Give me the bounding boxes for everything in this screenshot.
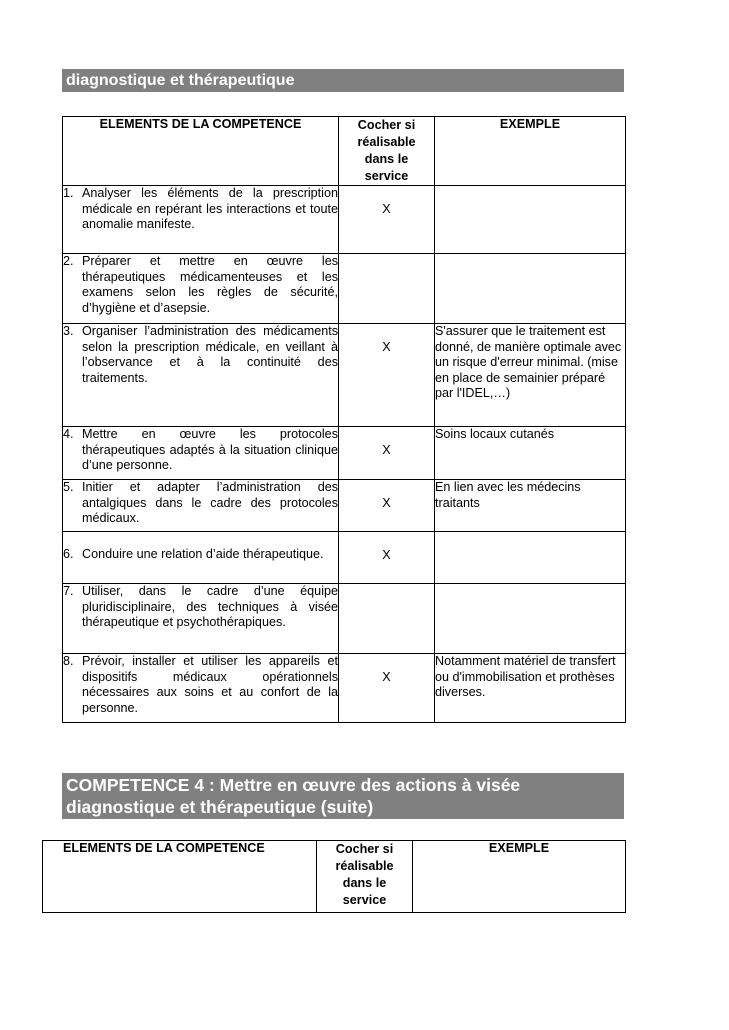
- check-cell: [339, 254, 435, 324]
- item-text: Analyser les éléments de la prescription médicale en repérant les interactions et toute anomalie manifeste.: [82, 186, 338, 232]
- check-mark: X: [382, 202, 391, 216]
- section-banner-line1: COMPETENCE 4 : Mettre en œuvre des actions à visée: [66, 775, 521, 795]
- table-header-row: [43, 841, 626, 913]
- check-mark: X: [382, 443, 391, 457]
- check-mark: X: [382, 548, 391, 562]
- competence-element: [63, 324, 339, 427]
- example-cell: Soins locaux cutanés: [435, 427, 626, 480]
- section-banner-top: [62, 69, 624, 92]
- check-cell: [339, 427, 435, 480]
- item-text: Mettre en œuvre les protocoles thérapeutiques adaptés à la situation clinique d’une personne.: [82, 427, 338, 473]
- example-cell: En lien avec les médecins traitants: [435, 480, 626, 532]
- example-cell: [435, 532, 626, 584]
- competence-element: [63, 186, 339, 254]
- header-example: EXEMPLE: [435, 117, 626, 186]
- section-banner-line2: diagnostique et thérapeutique (suite): [66, 797, 374, 817]
- check-mark: X: [382, 670, 391, 684]
- table-row: [63, 654, 626, 723]
- example-cell: [435, 186, 626, 254]
- item-text: Utiliser, dans le cadre d’une équipe pluridisciplinaire, des techniques à visée thérapeutique et psychothérapiques.: [82, 584, 338, 630]
- item-number: 1.: [63, 186, 74, 200]
- check-cell: [339, 186, 435, 254]
- table-row: [63, 254, 626, 324]
- item-number: 3.: [63, 324, 74, 338]
- header-competence: ELEMENTS DE LA COMPETENCE: [43, 841, 317, 913]
- check-cell: [339, 654, 435, 723]
- competence-element: [63, 532, 339, 584]
- competence-element: [63, 254, 339, 324]
- check-mark: X: [382, 340, 391, 354]
- competence-element: [63, 427, 339, 480]
- header-check: Cocher si réalisable dans le service: [317, 841, 413, 913]
- table-row: [63, 186, 626, 254]
- header-check: Cocher si réalisable dans le service: [339, 117, 435, 186]
- check-cell: [339, 480, 435, 532]
- check-mark: X: [382, 496, 391, 510]
- header-example: EXEMPLE: [413, 841, 626, 913]
- check-cell: [339, 532, 435, 584]
- item-text: Organiser l’administration des médicaments selon la prescription médicale, en veillant à l’observance et à la continuité des traitements.: [82, 324, 338, 385]
- header-competence: ELEMENTS DE LA COMPETENCE: [63, 117, 339, 186]
- table-row: [63, 480, 626, 532]
- table-row: [63, 532, 626, 584]
- check-cell: [339, 584, 435, 654]
- table-row: [63, 324, 626, 427]
- item-number: 2.: [63, 254, 74, 268]
- table-row: [63, 584, 626, 654]
- table-row: [63, 427, 626, 480]
- example-cell: [435, 584, 626, 654]
- competence-element: [63, 584, 339, 654]
- competence-table-continued: [42, 840, 626, 913]
- item-number: 7.: [63, 584, 74, 598]
- example-cell: [435, 254, 626, 324]
- item-number: 6.: [63, 547, 74, 561]
- item-text: Initier et adapter l’administration des antalgiques dans le cadre des protocoles médicaux.: [82, 480, 338, 526]
- example-cell: S'assurer que le traitement est donné, de manière optimale avec un risque d'erreur minimal. (mise en place de semainier préparé par l'IDEL,…): [435, 324, 626, 427]
- table-header-row: [63, 117, 626, 186]
- item-text: Prévoir, installer et utiliser les appareils et dispositifs médicaux opérationnels nécessaires aux soins et au confort de la personne.: [82, 654, 338, 715]
- item-number: 5.: [63, 480, 74, 494]
- competence-element: [63, 480, 339, 532]
- section-banner-title: diagnostique et thérapeutique: [66, 72, 295, 89]
- example-cell: Notamment matériel de transfert ou d'immobilisation et prothèses diverses.: [435, 654, 626, 723]
- competence-table: [62, 116, 626, 723]
- item-number: 4.: [63, 427, 74, 441]
- section-banner-bottom: [62, 773, 624, 819]
- item-text: Conduire une relation d’aide thérapeutique.: [82, 547, 324, 561]
- item-number: 8.: [63, 654, 74, 668]
- check-cell: [339, 324, 435, 427]
- item-text: Préparer et mettre en œuvre les thérapeutiques médicamenteuses et les examens selon les règles de sécurité, d’hygiène et d’asepsie.: [82, 254, 338, 315]
- competence-element: [63, 654, 339, 723]
